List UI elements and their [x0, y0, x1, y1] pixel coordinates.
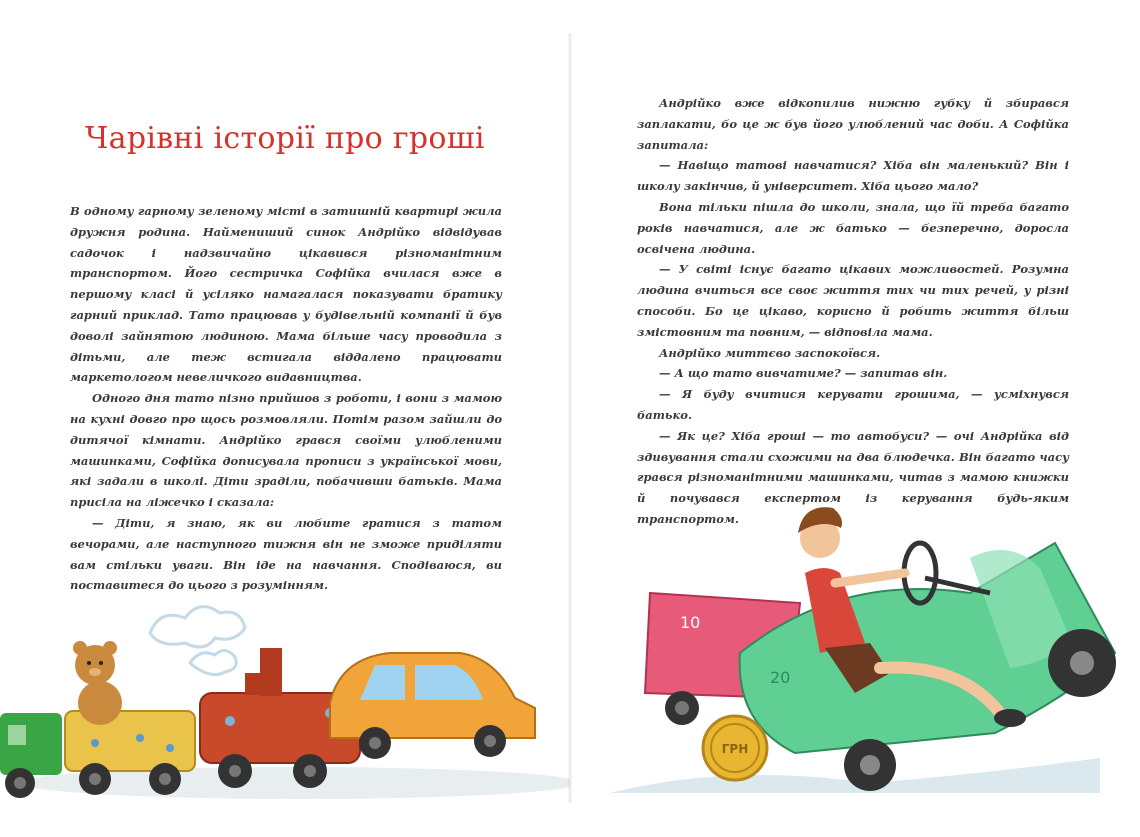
- paragraph: — Я буду вчитися керувати грошима, — усміхнувся батько.: [637, 387, 1069, 422]
- paragraph: В одному гарному зеленому місті в затишній квартирі жила дружня родина. Наймениший синок Андрійко відвідував садочок і надзвичайно цікавився різноманітним транспортом. Його сестричка Софійка вчилася вже в першому класі й усіляко намагалася показувати братику гарний приклад. Тато працював у будівельній компанії й був доволі зайнятою людиною. Мама більше часу проводила з дітьми, але теж встигала віддалено працювати маркетологом невеличкого видавництва.: [70, 204, 502, 385]
- right-page: [570, 33, 1140, 803]
- banknote-left-value: 10: [680, 613, 701, 632]
- paragraph: — Як це? Хіба гроші — то автобуси? — очі Андрійка від здивування стали схожими на два блюдечка. Він багато часу грався різноманітними машинками, читав з мамою книжки й почувався експертом із керування будь-яким транспортом.: [637, 428, 1069, 526]
- paragraph: Андрійко вже відкопилив нижню губку й збирався заплакати, бо це ж був його улюблений час доби. А Софійка запитала:: [637, 96, 1069, 152]
- toy-vehicles-illustration: [0, 593, 570, 803]
- coin-icon: [703, 716, 767, 780]
- right-page-text: [637, 93, 1069, 530]
- paragraph: Вона тільки пішла до школи, знала, що їй треба багато років навчатися, але ж батько — безперечно, доросла освічена людина.: [637, 199, 1069, 256]
- left-page-text: [70, 201, 502, 596]
- paragraph: — Діти, я знаю, як ви любите гратися з татом вечорами, але наступного тижня він не зможе приділяти вам стільки уваги. Він іде на навчання. Сподіваюся, ви поставитеся до цього з розумінням.: [70, 515, 502, 593]
- coin-label: ГРН: [721, 742, 749, 756]
- paragraph: Одного дня тато пізно прийшов з роботи, і вони з мамою на кухні довго про щось розмовляли. Потім разом зайшли до дитячої кімнати. Андрійко грався своїми улюбленими машинками, Софійка дописувала прописи з української мови, які задали в школі. Діти зраділи, побачивши батьків. Мама присіла на ліжечко і сказала:: [70, 391, 502, 510]
- paragraph: — Навіщо татові навчатися? Хіба він маленький? Він і школу закінчив, й університет. Хіба цього мало?: [637, 158, 1069, 194]
- boy-driving-money-car-illustration: [570, 503, 1140, 803]
- teddy-bear: [73, 641, 122, 725]
- orange-toy-car: [330, 653, 535, 759]
- banknote-right-value: 20: [770, 668, 791, 687]
- smoke-cloud: [150, 607, 245, 675]
- book-gutter: [568, 33, 572, 803]
- paragraph: Андрійко миттєво заспокоївся.: [659, 345, 881, 360]
- left-page: [0, 33, 570, 803]
- page-title: Чарівні історії про гроші: [85, 121, 485, 156]
- paragraph: — У світі існує багато цікавих можливостей. Розумна людина вчиться все своє життя тих чи тих речей, у різні способи. Бо це цікаво, корисно й робить життя більш змістовним та повним, — відповіла мама.: [637, 262, 1069, 339]
- paragraph: — А що тато вивчатиме? — запитав він.: [659, 366, 948, 381]
